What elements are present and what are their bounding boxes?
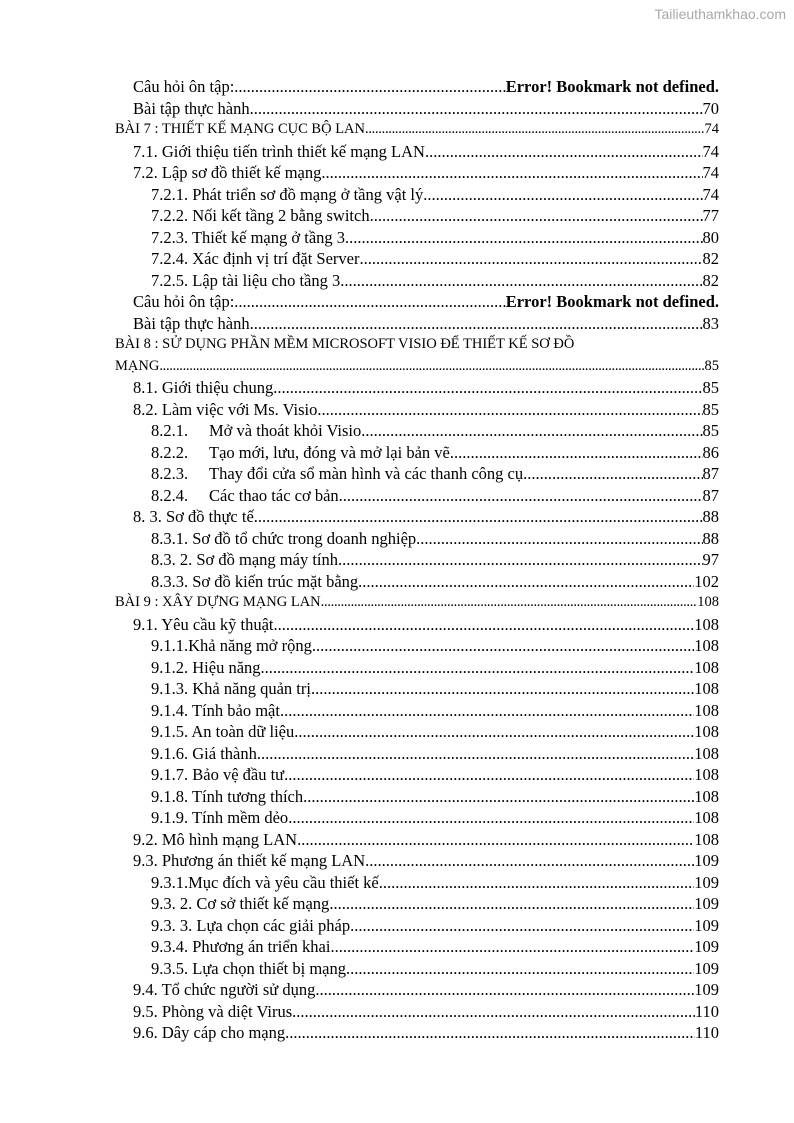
toc-page-number: 109	[694, 980, 719, 999]
toc-entry-title: 9.5. Phòng và diệt Virus	[133, 1001, 293, 1021]
toc-entry[interactable]	[115, 76, 719, 98]
toc-entry[interactable]	[115, 377, 719, 399]
toc-leader-dots	[523, 463, 702, 485]
toc-entry-title: 9.3. 2. Cơ sở thiết kế mạng	[151, 894, 330, 913]
toc-page-number: 108	[694, 679, 719, 698]
toc-entry-title: Câu hỏi ôn tập:	[133, 292, 235, 311]
toc-leader-dots	[365, 119, 705, 141]
toc-page-number: 80	[702, 227, 719, 247]
toc-entry[interactable]	[115, 678, 719, 700]
toc-page-number: 102	[694, 571, 719, 591]
toc-entry-title: 8. 3. Sơ đồ thực tế	[133, 507, 254, 526]
toc-entry-title: 9.1. Yêu cầu kỹ thuật	[133, 614, 274, 634]
toc-leader-dots	[297, 829, 694, 851]
toc-entry[interactable]	[115, 1022, 719, 1044]
toc-page-number: 86	[702, 442, 719, 462]
toc-entry-title: 9.1.6. Giá thành	[151, 743, 257, 763]
toc-entry-title: 9.3.4. Phương án triển khai	[151, 937, 331, 956]
toc-page-number: 108	[694, 614, 719, 634]
watermark-text: Tailieuthamkhao.com	[654, 6, 786, 22]
toc-page-number: 108	[697, 594, 719, 610]
toc-entry-title: 7.2.4. Xác định vị trí đặt Server	[151, 249, 360, 268]
toc-leader-dots	[423, 184, 702, 206]
toc-leader-dots	[294, 721, 694, 743]
toc-leader-dots	[350, 915, 694, 937]
toc-leader-dots	[339, 485, 703, 507]
toc-entry[interactable]	[115, 184, 719, 206]
toc-leader-dots	[321, 592, 698, 614]
toc-page-number: 108	[694, 743, 719, 763]
toc-leader-dots	[274, 614, 695, 636]
toc-entry-title: 9.1.2. Hiệu năng	[151, 657, 261, 677]
toc-entry-label	[151, 442, 450, 464]
toc-entry-title: BÀI 9 : XÂY DỰNG MẠNG LAN	[115, 594, 321, 610]
toc-leader-dots	[345, 227, 702, 249]
toc-page-number: 82	[702, 249, 719, 268]
toc-entry[interactable]	[115, 958, 719, 980]
toc-leader-dots	[365, 850, 694, 872]
toc-entry-title: 9.3. 3. Lựa chọn các giải pháp	[151, 915, 351, 935]
toc-entry[interactable]	[115, 571, 719, 593]
toc-leader-dots	[317, 399, 702, 421]
toc-entry-title[interactable]: BÀI 8 : SỬ DỤNG PHẦN MỀM MICROSOFT VISIO ĐỂ THIẾT KẾ SƠ ĐỒ	[115, 336, 575, 352]
toc-page-number: 110	[694, 1001, 719, 1021]
toc-entry[interactable]	[115, 979, 719, 1001]
toc-page-number: 85	[704, 357, 719, 374]
toc-leader-dots	[284, 764, 694, 786]
toc-page-number: 70	[702, 98, 719, 118]
toc-entry[interactable]	[115, 807, 719, 829]
toc-leader-dots	[288, 807, 694, 829]
toc-entry-label	[151, 420, 361, 442]
toc-entry[interactable]	[115, 399, 719, 421]
toc-entry-title: 9.1.8. Tính tương thích	[151, 786, 304, 806]
toc-entry[interactable]	[115, 700, 719, 722]
toc-entry-number: 8.2.2.	[151, 442, 189, 462]
toc-entry[interactable]	[115, 635, 719, 657]
toc-leader-dots	[292, 1001, 695, 1023]
toc-entry-title: Tạo mới, lưu, đóng và mở lại bản vẽ	[209, 442, 450, 462]
toc-entry[interactable]	[115, 850, 719, 872]
toc-page-number: 83	[702, 313, 719, 333]
toc-entry-title: 8.3.3. Sơ đồ kiến trúc mặt bằng.	[151, 571, 363, 591]
toc-entry-title: 7.1. Giới thiệu tiến trình thiết kế mạng LAN	[133, 141, 425, 161]
toc-entry-number: 8.2.3.	[151, 464, 189, 483]
toc-page-number: 108	[694, 722, 719, 741]
toc-page-number: 109	[694, 851, 719, 870]
toc-leader-dots	[261, 657, 695, 679]
toc-entry-title: 8.3.1. Sơ đồ tổ chức trong doanh nghiệp	[151, 528, 417, 548]
toc-leader-dots	[312, 635, 694, 657]
toc-entry-title: 9.4. Tổ chức người sử dụng	[133, 980, 316, 999]
toc-entry-title: 8.3. 2. Sơ đồ mạng máy tính.	[151, 550, 343, 569]
toc-entry[interactable]	[115, 442, 719, 464]
toc-entry[interactable]	[115, 872, 719, 894]
toc-page-number: 108	[694, 829, 719, 849]
toc-leader-dots	[280, 700, 694, 722]
toc-error-text: Error! Bookmark not defined.	[505, 292, 719, 311]
toc-leader-dots	[362, 571, 694, 593]
toc-page-number: 109	[694, 915, 719, 935]
toc-page-number: 108	[694, 657, 719, 677]
toc-entry[interactable]	[115, 420, 719, 442]
toc-entry-number: 8.2.4.	[151, 485, 189, 505]
toc-leader-dots	[285, 1022, 695, 1044]
toc-leader-dots	[360, 248, 703, 270]
toc-entry-title: Bài tập thực hành	[133, 313, 250, 333]
toc-entry[interactable]	[115, 291, 719, 313]
toc-leader-dots	[416, 528, 702, 550]
toc-entry[interactable]	[115, 162, 719, 184]
toc-entry-title: 9.6. Dây cáp cho mạng	[133, 1023, 286, 1042]
toc-leader-dots	[340, 270, 702, 292]
toc-entry[interactable]	[115, 506, 719, 528]
toc-entry[interactable]	[115, 915, 719, 937]
toc-entry-title: Các thao tác cơ bản	[209, 485, 339, 505]
toc-leader-dots	[342, 549, 702, 571]
toc-entry[interactable]	[115, 592, 719, 614]
toc-entry[interactable]	[115, 356, 719, 378]
toc-leader-dots	[234, 291, 505, 313]
toc-entry[interactable]	[115, 657, 719, 679]
toc-page-number: 82	[702, 270, 719, 290]
toc-leader-dots	[254, 506, 703, 528]
toc-error-text: Error! Bookmark not defined.	[505, 77, 719, 96]
toc-leader-dots	[311, 678, 694, 700]
toc-page-number: 77	[702, 206, 719, 225]
toc-page-number: 109	[694, 872, 719, 892]
toc-entry-title: BÀI 7 : THIẾT KẾ MẠNG CỤC BỘ LAN	[115, 121, 365, 137]
toc-entry[interactable]	[115, 786, 719, 808]
toc-entry-title: Thay đổi cửa sổ màn hình và các thanh công cụ	[209, 464, 524, 483]
toc-leader-dots	[303, 786, 694, 808]
toc-entry[interactable]	[115, 721, 719, 743]
toc-entry-number: 8.2.1.	[151, 421, 189, 440]
toc-entry[interactable]	[115, 936, 719, 958]
toc-entry-title: 9.3. Phương án thiết kế mạng LAN	[133, 851, 366, 870]
toc-leader-dots	[361, 420, 702, 442]
toc-entry-title: 7.2.5. Lập tài liệu cho tầng 3	[151, 270, 341, 290]
toc-entry[interactable]	[115, 1001, 719, 1023]
toc-entry-label	[151, 485, 339, 507]
toc-leader-dots	[330, 936, 694, 958]
toc-entry-title: 9.1.7. Bảo vệ đầu tư	[151, 765, 285, 784]
toc-entry-label	[151, 463, 523, 485]
toc-entry[interactable]	[115, 98, 719, 120]
toc-entry-title: Mở và thoát khỏi Visio	[209, 421, 362, 440]
toc-entry[interactable]	[115, 313, 719, 335]
toc-page-number: 88	[702, 507, 719, 526]
toc-leader-dots	[250, 98, 703, 120]
toc-entry-title: 9.1.1.Khả năng mở rộng	[151, 636, 312, 655]
toc-entry[interactable]	[115, 270, 719, 292]
toc-entry-title: 7.2.1. Phát triển sơ đồ mạng ở tầng vật lý	[151, 184, 424, 204]
toc-page-number: 108	[694, 700, 719, 720]
toc-entry[interactable]	[115, 528, 719, 550]
toc-leader-dots	[257, 743, 694, 765]
toc-entry-title: 7.2.2. Nối kết tầng 2 bằng switch	[151, 206, 370, 225]
toc-page-number: 109	[694, 937, 719, 956]
toc-leader-dots	[250, 313, 703, 335]
toc-page-number: 85	[702, 378, 719, 397]
toc-entry-title: 9.1.4. Tính bảo mật	[151, 700, 280, 720]
toc-entry[interactable]	[115, 764, 719, 786]
toc-entry-title: MẠNG	[115, 357, 160, 374]
toc-entry[interactable]	[115, 829, 719, 851]
toc-page-number: 85	[702, 421, 719, 440]
toc-leader-dots	[329, 893, 694, 915]
toc-leader-dots	[346, 958, 694, 980]
toc-entry[interactable]	[115, 485, 719, 507]
toc-entry-title: Bài tập thực hành	[133, 98, 250, 118]
toc-leader-dots	[370, 205, 703, 227]
toc-entry-title: 9.3.1.Mục đích và yêu cầu thiết kế	[151, 872, 379, 892]
toc-leader-dots	[425, 141, 703, 163]
toc-entry[interactable]	[115, 549, 719, 571]
toc-page-number: 108	[694, 636, 719, 655]
toc-entry[interactable]	[115, 227, 719, 249]
toc-entry[interactable]	[115, 614, 719, 636]
toc-page-number: 74	[702, 141, 719, 161]
toc-entry-title: 8.1. Giới thiệu chung	[133, 378, 274, 397]
toc-entry[interactable]	[115, 743, 719, 765]
toc-page-number: 74	[702, 184, 719, 204]
toc-leader-dots	[450, 442, 703, 464]
toc-entry-title: 8.2. Làm việc với Ms. Visio	[133, 399, 318, 419]
toc-page-number: 85	[702, 399, 719, 419]
toc-page-number: 74	[704, 121, 719, 137]
toc-leader-dots	[273, 377, 702, 399]
toc-page-number: 108	[694, 765, 719, 784]
toc-entry-title: 7.2. Lập sơ đồ thiết kế mạng	[133, 163, 322, 182]
toc-entry[interactable]	[115, 248, 719, 270]
toc-page-number: 108	[694, 808, 719, 827]
toc-entry-title: 9.2. Mô hình mạng LAN	[133, 829, 298, 849]
toc-entry[interactable]	[115, 119, 719, 141]
toc-entry[interactable]	[115, 463, 719, 485]
toc-leader-dots	[159, 356, 704, 378]
toc-leader-dots	[315, 979, 694, 1001]
toc-page-number: 87	[702, 464, 719, 483]
toc-entry[interactable]	[115, 893, 719, 915]
toc-page-number: 97	[702, 550, 719, 569]
toc-page-number: 109	[694, 958, 719, 978]
toc-leader-dots	[234, 76, 505, 98]
toc-entry-title: 7.2.3. Thiết kế mạng ở tầng 3	[151, 227, 346, 247]
toc-entry-title: 9.1.9. Tính mềm dẻo	[151, 808, 289, 827]
toc-leader-dots	[321, 162, 702, 184]
toc-entry-title: 9.1.3. Khả năng quản trị	[151, 679, 311, 698]
toc-leader-dots	[379, 872, 695, 894]
toc-page-number: 74	[702, 163, 719, 182]
toc-page-number: 87	[702, 485, 719, 505]
toc-page-number: 108	[694, 786, 719, 806]
toc-page-number: 88	[702, 528, 719, 548]
toc-page-number: 109	[694, 894, 719, 913]
toc-entry-title: 9.3.5. Lựa chọn thiết bị mạng	[151, 958, 346, 978]
toc-entry[interactable]	[115, 205, 719, 227]
toc-entry[interactable]	[115, 141, 719, 163]
toc-page-number: 110	[694, 1023, 719, 1042]
toc-entry-title: Câu hỏi ôn tập:	[133, 77, 235, 96]
toc-entry-title: 9.1.5. An toàn dữ liệu	[151, 722, 295, 741]
table-of-contents	[115, 76, 719, 1044]
